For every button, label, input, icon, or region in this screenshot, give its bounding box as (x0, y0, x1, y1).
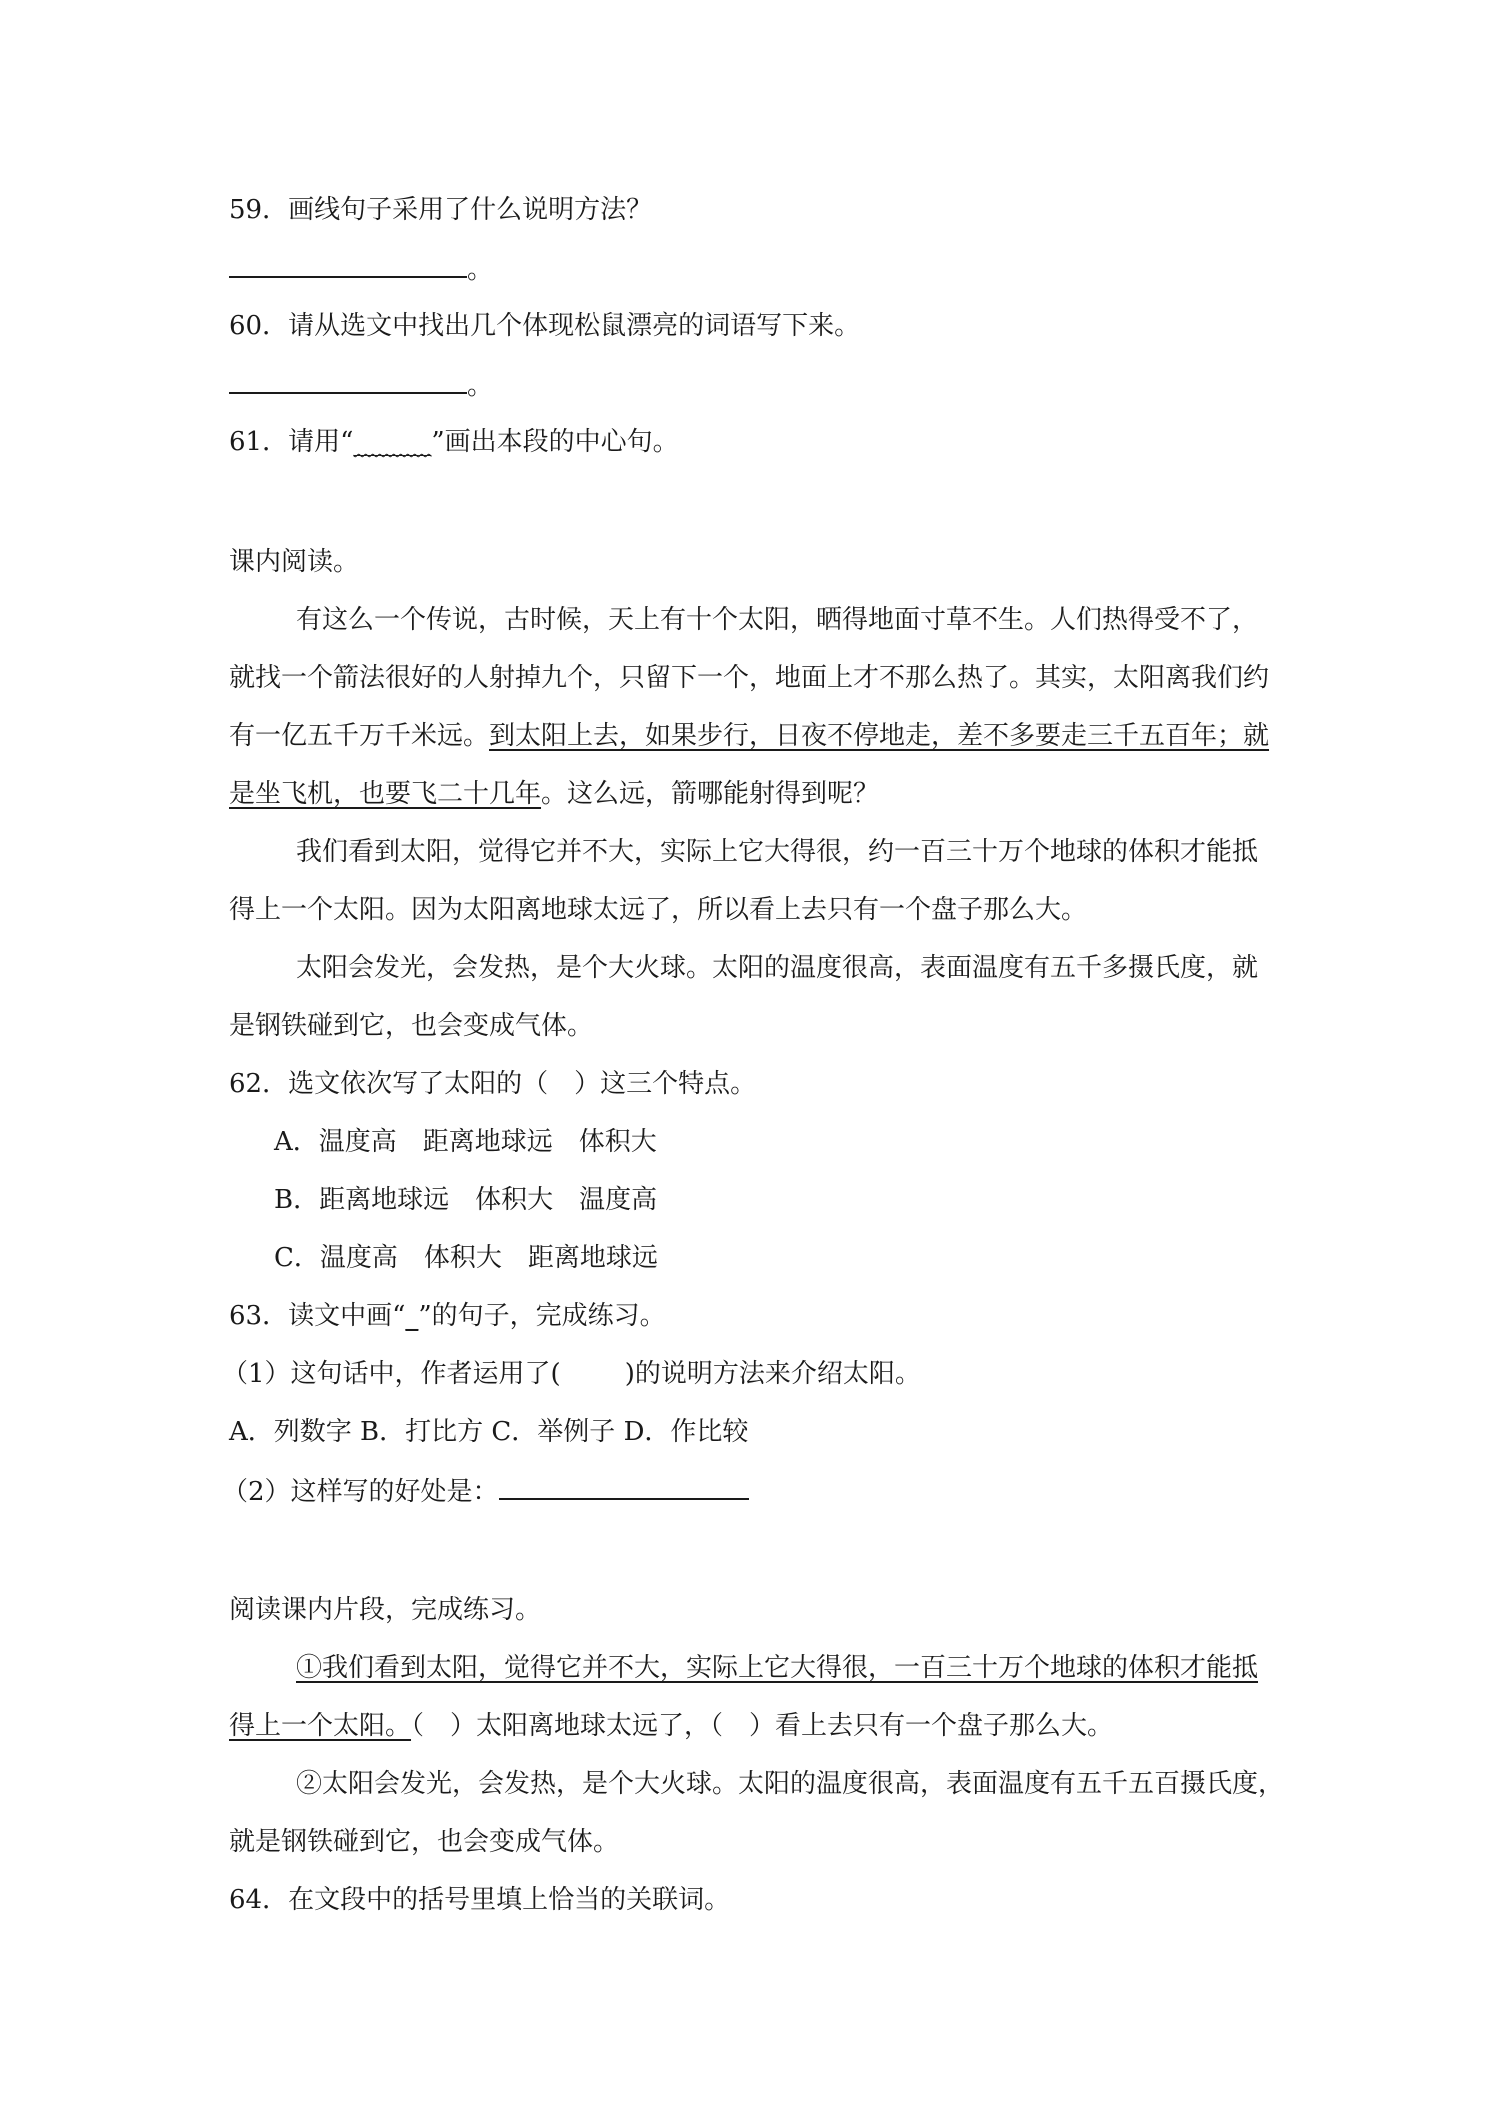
passage-text: 有一亿五千万千米远。 (229, 721, 490, 751)
sub-question-2 (222, 1470, 749, 1512)
passage-line: 得上一个太阳。因为太阳离地球太远了，所以看上去只有一个盘子那么大。 (229, 895, 1088, 925)
option-c[interactable]: C．温度高 体积大 距离地球远 (274, 1243, 658, 1273)
passage-heading: 阅读课内片段，完成练习。 (229, 1595, 542, 1625)
underlined-sentence: 到太阳上去，如果步行，日夜不停地走，差不多要走三千五百年；就 (489, 721, 1270, 751)
answer-line-60 (229, 364, 493, 406)
question-62: 62．选文依次写了太阳的（ ）这三个特点。 (229, 1069, 757, 1099)
passage-text: 。这么远，箭哪能射得到呢？ (541, 779, 880, 809)
passage-line: 太阳会发光，会发热，是个大火球。太阳的温度很高，表面温度有五千多摄氏度，就 (296, 953, 1259, 983)
passage-line: 就是钢铁碰到它，也会变成气体。 (229, 1827, 620, 1857)
question-text: ”画出本段的中心句。 (431, 427, 679, 457)
answer-end-mark: 。 (467, 371, 494, 401)
passage-line: 就找一个箭法很好的人射掉九个，只留下一个，地面上才不那么热了。其实，太阳离我们约 (229, 663, 1270, 693)
question-59: 59．画线句子采用了什么说明方法？ (229, 195, 653, 225)
wavy-line-mark: ______ (353, 427, 432, 457)
answer-blank[interactable] (229, 248, 467, 278)
question-text: （2）这样写的好处是： (222, 1477, 499, 1507)
question-64: 64．在文段中的括号里填上恰当的关联词。 (229, 1885, 731, 1915)
passage-line (229, 774, 879, 814)
option-a[interactable]: A．温度高 距离地球远 体积大 (274, 1127, 657, 1157)
answer-line-59 (229, 248, 493, 290)
passage-line: ②太阳会发光，会发热，是个大火球。太阳的温度很高，表面温度有五千五百摄氏度， (296, 1769, 1285, 1799)
underlined-sentence: 是坐飞机，也要飞二十几年 (229, 779, 542, 809)
underlined-sentence: ①我们看到太阳，觉得它并不大，实际上它大得很，一百三十万个地球的体积才能抵 (296, 1653, 1259, 1683)
question-60: 60．请从选文中找出几个体现松鼠漂亮的词语写下来。 (229, 311, 861, 341)
underline-mark: _ (405, 1301, 419, 1331)
question-61 (229, 422, 679, 462)
passage-line: 是钢铁碰到它，也会变成气体。 (229, 1011, 594, 1041)
option-b[interactable]: B．距离地球远 体积大 温度高 (274, 1185, 658, 1215)
passage-line (229, 1706, 1113, 1746)
passage-line (296, 1648, 1258, 1688)
passage-heading: 课内阅读。 (229, 547, 360, 577)
question-text: ”的句子，完成练习。 (418, 1301, 666, 1331)
choice-line[interactable]: A．列数字 B．打比方 C．举例子 D．作比较 (229, 1417, 749, 1447)
passage-line: 有这么一个传说，古时候，天上有十个太阳，晒得地面寸草不生。人们热得受不了， (296, 605, 1259, 635)
passage-line (229, 716, 1269, 756)
answer-blank[interactable] (499, 1470, 749, 1500)
question-63 (229, 1296, 666, 1336)
answer-end-mark: 。 (467, 255, 494, 285)
question-text: （1）这句话中，作者运用了( (222, 1359, 561, 1389)
answer-blank[interactable] (229, 364, 467, 394)
passage-text: （ ）太阳离地球太远了，（ ）看上去只有一个盘子那么大。 (411, 1711, 1114, 1741)
question-text: 61．请用“ (229, 427, 354, 457)
sub-question-1 (222, 1354, 921, 1394)
question-text: 63．读文中画“ (229, 1301, 406, 1331)
underlined-sentence: 得上一个太阳。 (229, 1711, 412, 1741)
passage-line: 我们看到太阳，觉得它并不大，实际上它大得很，约一百三十万个地球的体积才能抵 (296, 837, 1259, 867)
question-text: )的说明方法来介绍太阳。 (624, 1359, 921, 1389)
